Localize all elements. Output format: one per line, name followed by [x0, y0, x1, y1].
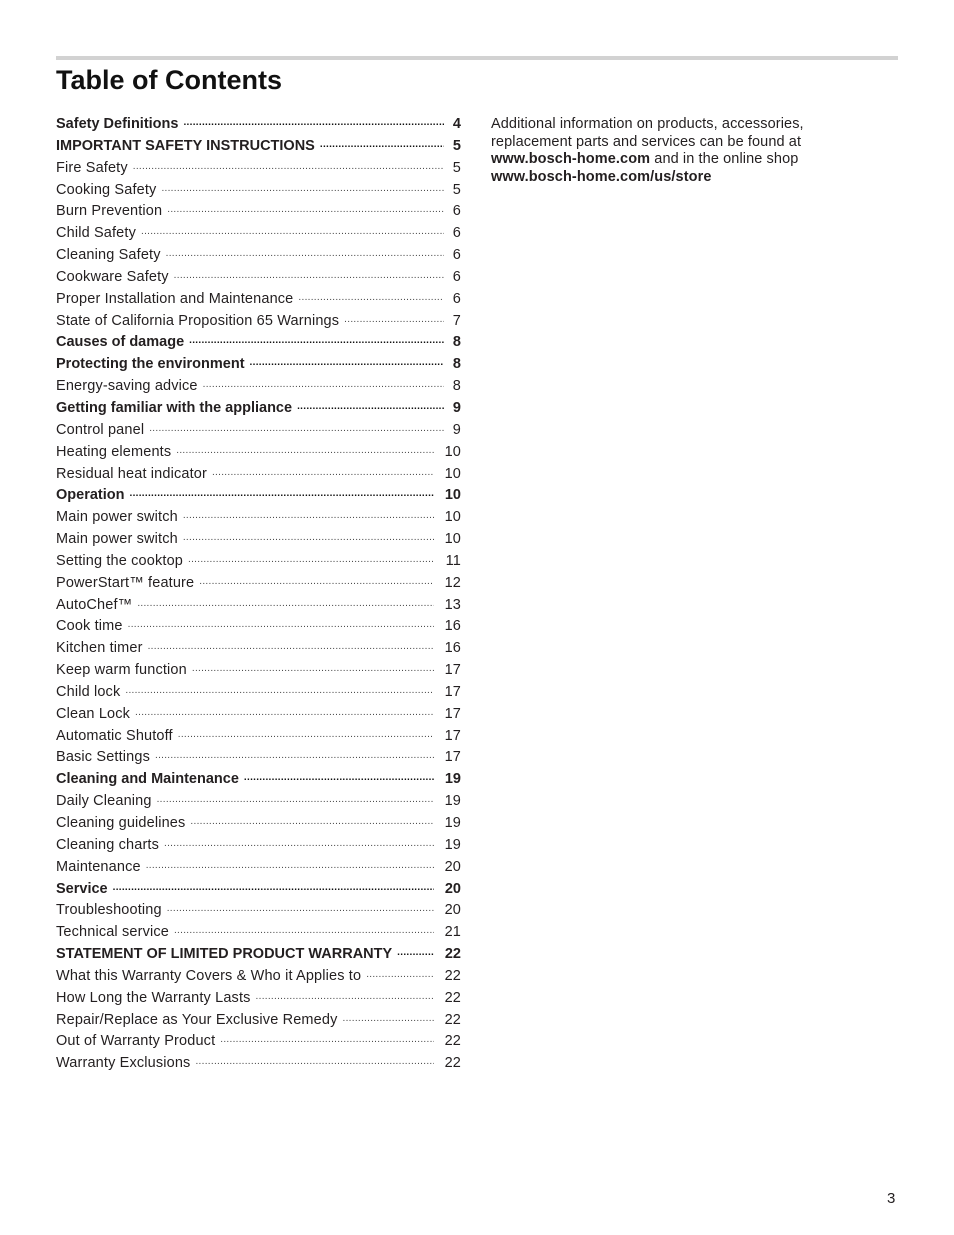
toc-entry-title: Warranty Exclusions: [56, 1055, 191, 1072]
online-shop-link[interactable]: www.bosch-home.com/us/store: [491, 168, 712, 185]
toc-entry-page: 10: [444, 443, 461, 460]
toc-entry[interactable]: [56, 1010, 461, 1032]
dot-leader: [133, 158, 444, 172]
toc-entry-page: 16: [444, 618, 461, 635]
toc-entry[interactable]: [56, 747, 461, 769]
additional-info: [491, 116, 851, 186]
dot-leader: [146, 857, 434, 871]
toc-entry[interactable]: [56, 223, 461, 245]
toc-entry[interactable]: [56, 464, 461, 486]
toc-entry-title: Main power switch: [56, 531, 178, 548]
dot-leader: [344, 311, 444, 325]
toc-entry-page: 17: [444, 683, 461, 700]
dot-leader: [343, 1010, 435, 1024]
toc-entry-title: Service: [56, 880, 108, 897]
toc-entry[interactable]: [56, 682, 461, 704]
toc-entry-page: 20: [444, 858, 461, 875]
toc-entry-title: Getting familiar with the appliance: [56, 399, 293, 416]
toc-entry-title: Control panel: [56, 421, 145, 438]
toc-entry[interactable]: [56, 704, 461, 726]
toc-entry-page: 17: [444, 749, 461, 766]
toc-entry[interactable]: [56, 507, 461, 529]
toc-entry-title: Out of Warranty Product: [56, 1033, 216, 1050]
toc-entry[interactable]: [56, 900, 461, 922]
toc-entry-title: Clean Lock: [56, 705, 131, 722]
dot-leader: [164, 835, 434, 849]
dot-leader: [135, 704, 434, 718]
toc-entry[interactable]: [56, 813, 461, 835]
toc-entry-page: 19: [444, 815, 461, 831]
toc-entry-title: STATEMENT OF LIMITED PRODUCT WARRANTY: [56, 946, 393, 963]
toc-entry-title: Automatic Shutoff: [56, 727, 173, 744]
toc-entry[interactable]: [56, 245, 461, 267]
toc-entry-title: Residual heat indicator: [56, 465, 207, 482]
toc-entry-title: AutoChef™: [56, 596, 133, 613]
dot-leader: [298, 289, 444, 303]
page-number: 3: [887, 1190, 896, 1207]
toc-entry-title: Cleaning and Maintenance: [56, 771, 239, 788]
dot-leader: [203, 376, 444, 390]
toc-entry-page: 11: [445, 552, 461, 569]
toc-entry-title: Kitchen timer: [56, 640, 143, 657]
dot-leader: [199, 573, 434, 587]
dot-leader: [183, 529, 434, 543]
top-rule: [56, 56, 898, 60]
toc-entry[interactable]: [56, 289, 461, 311]
toc-entry-title: Burn Prevention: [56, 203, 163, 220]
dot-leader: [297, 398, 444, 412]
dot-leader: [174, 267, 444, 281]
toc-entry-title: Causes of damage: [56, 334, 185, 351]
dot-leader: [183, 114, 444, 128]
toc-entry-page: 5: [452, 137, 461, 154]
toc-entry[interactable]: [56, 442, 461, 464]
dot-leader: [128, 616, 434, 630]
toc-entry-title: Daily Cleaning: [56, 793, 152, 810]
toc-entry[interactable]: [56, 1053, 461, 1075]
toc-entry-title: Troubleshooting: [56, 902, 162, 919]
toc-entry-title: Repair/Replace as Your Exclusive Remedy: [56, 1011, 338, 1028]
toc-entry-page: 6: [452, 225, 461, 242]
page-title: Table of Contents: [56, 65, 282, 95]
dot-leader: [149, 420, 444, 434]
toc-entry-page: 22: [444, 989, 461, 1006]
toc-entry[interactable]: [56, 638, 461, 660]
toc-entry-title: Safety Definitions: [56, 116, 179, 132]
dot-leader: [167, 900, 434, 914]
dot-leader: [178, 726, 434, 740]
toc-entry-title: How Long the Warranty Lasts: [56, 989, 251, 1006]
toc-entry-title: Cleaning Safety: [56, 247, 161, 264]
toc-entry-title: Cleaning charts: [56, 836, 159, 853]
dot-leader: [161, 180, 444, 194]
toc-entry-page: 17: [444, 662, 461, 679]
toc-entry-page: 22: [444, 967, 461, 984]
dot-leader: [125, 682, 434, 696]
info-text: and in the online shop: [650, 151, 799, 168]
toc-entry[interactable]: [56, 114, 461, 136]
toc-entry[interactable]: [56, 201, 461, 223]
toc-entry-page: 22: [444, 1011, 461, 1028]
dot-leader: [174, 922, 434, 936]
dot-leader: [192, 660, 434, 674]
toc-entry-page: 10: [444, 465, 461, 482]
toc-entry-title: IMPORTANT SAFETY INSTRUCTIONS: [56, 137, 315, 154]
toc-entry-title: Operation: [56, 487, 125, 504]
dot-leader: [188, 551, 434, 565]
toc-entry-page: 8: [452, 356, 461, 373]
toc-entry[interactable]: [56, 398, 461, 420]
dot-leader: [189, 332, 444, 346]
toc-entry[interactable]: [56, 551, 461, 573]
toc-entry-page: 16: [444, 640, 461, 657]
toc-entry-title: Child lock: [56, 683, 121, 700]
toc-entry[interactable]: [56, 529, 461, 551]
toc-entry-page: 20: [444, 880, 461, 897]
toc-entry-title: Cookware Safety: [56, 268, 169, 285]
dot-leader: [176, 442, 434, 456]
toc-entry-title: What this Warranty Covers & Who it Applies to: [56, 967, 362, 984]
toc-entry-page: 9: [452, 421, 461, 438]
dot-leader: [141, 223, 444, 237]
toc-entry[interactable]: [56, 332, 461, 354]
toc-entry-title: Basic Settings: [56, 749, 150, 766]
toc-entry-page: 19: [444, 836, 461, 853]
dot-leader: [155, 747, 434, 761]
table-of-contents: [56, 114, 461, 1075]
toc-entry-title: Maintenance: [56, 858, 141, 875]
toc-entry-page: 22: [444, 946, 461, 963]
toc-entry-title: Energy-saving advice: [56, 378, 198, 395]
toc-entry[interactable]: [56, 922, 461, 944]
website-link[interactable]: www.bosch-home.com: [491, 151, 651, 168]
toc-entry[interactable]: [56, 420, 461, 442]
toc-entry[interactable]: [56, 311, 461, 333]
toc-entry-page: 21: [444, 924, 461, 941]
toc-entry-title: Setting the cooktop: [56, 552, 183, 569]
toc-entry-title: Proper Installation and Maintenance: [56, 290, 294, 307]
toc-entry[interactable]: [56, 485, 461, 507]
dot-leader: [397, 944, 434, 958]
dot-leader: [220, 1031, 434, 1045]
toc-entry-page: 10: [444, 531, 461, 548]
info-text: Additional information on products, accessories, replacement parts and services can be found at: [491, 116, 804, 150]
toc-entry-title: Fire Safety: [56, 159, 128, 176]
toc-entry[interactable]: [56, 944, 461, 966]
dot-leader: [190, 813, 434, 827]
toc-entry[interactable]: [56, 267, 461, 289]
toc-entry-title: PowerStart™ feature: [56, 574, 195, 591]
dot-leader: [212, 464, 434, 478]
toc-entry-title: Cleaning guidelines: [56, 815, 186, 831]
toc-entry-title: Child Safety: [56, 225, 136, 242]
toc-entry[interactable]: [56, 966, 461, 988]
toc-entry[interactable]: [56, 616, 461, 638]
toc-entry-page: 10: [444, 487, 461, 504]
toc-entry[interactable]: [56, 1031, 461, 1053]
toc-entry[interactable]: [56, 158, 461, 180]
toc-entry-page: 7: [452, 312, 461, 329]
toc-entry-page: 4: [452, 116, 461, 132]
toc-entry-page: 10: [444, 509, 461, 526]
toc-entry[interactable]: [56, 791, 461, 813]
toc-entry[interactable]: [56, 573, 461, 595]
dot-leader: [244, 769, 434, 783]
toc-entry[interactable]: [56, 835, 461, 857]
dot-leader: [148, 638, 434, 652]
toc-entry-page: 22: [444, 1055, 461, 1072]
toc-entry-title: Technical service: [56, 924, 169, 941]
dot-leader: [166, 245, 444, 259]
toc-entry-page: 6: [452, 203, 461, 220]
toc-entry-page: 17: [444, 705, 461, 722]
toc-entry-page: 8: [452, 334, 461, 351]
toc-entry[interactable]: [56, 180, 461, 202]
toc-entry-page: 5: [452, 181, 461, 198]
toc-entry-page: 5: [452, 159, 461, 176]
toc-entry[interactable]: [56, 595, 461, 617]
dot-leader: [195, 1053, 434, 1067]
toc-entry[interactable]: [56, 354, 461, 376]
toc-entry-title: Main power switch: [56, 509, 178, 526]
toc-entry[interactable]: [56, 879, 461, 901]
toc-entry-page: 8: [452, 378, 461, 395]
toc-entry-page: 12: [444, 574, 461, 591]
toc-entry-page: 9: [452, 399, 461, 416]
dot-leader: [366, 966, 434, 980]
dot-leader: [183, 507, 434, 521]
toc-entry[interactable]: [56, 726, 461, 748]
toc-entry-page: 22: [444, 1033, 461, 1050]
toc-entry[interactable]: [56, 988, 461, 1010]
toc-entry[interactable]: [56, 660, 461, 682]
dot-leader: [167, 201, 444, 215]
toc-entry-page: 13: [444, 596, 461, 613]
toc-entry-title: Heating elements: [56, 443, 172, 460]
toc-entry-page: 6: [452, 268, 461, 285]
toc-entry[interactable]: [56, 376, 461, 398]
toc-entry[interactable]: [56, 857, 461, 879]
dot-leader: [320, 136, 444, 150]
toc-entry-title: State of California Proposition 65 Warnings: [56, 312, 340, 329]
toc-entry[interactable]: [56, 769, 461, 791]
toc-entry-page: 19: [444, 793, 461, 810]
dot-leader: [256, 988, 434, 1002]
dot-leader: [250, 354, 444, 368]
toc-entry-title: Keep warm function: [56, 662, 187, 679]
toc-entry-page: 6: [452, 247, 461, 264]
dot-leader: [129, 485, 434, 499]
toc-entry-title: Cook time: [56, 618, 123, 635]
dot-leader: [157, 791, 434, 805]
toc-entry-title: Cooking Safety: [56, 181, 157, 198]
dot-leader: [137, 595, 434, 609]
toc-entry[interactable]: [56, 136, 461, 158]
toc-entry-page: 6: [452, 290, 461, 307]
dot-leader: [113, 879, 434, 893]
toc-entry-page: 17: [444, 727, 461, 744]
toc-entry-page: 19: [444, 771, 461, 788]
toc-entry-title: Protecting the environment: [56, 356, 245, 373]
toc-entry-page: 20: [444, 902, 461, 919]
